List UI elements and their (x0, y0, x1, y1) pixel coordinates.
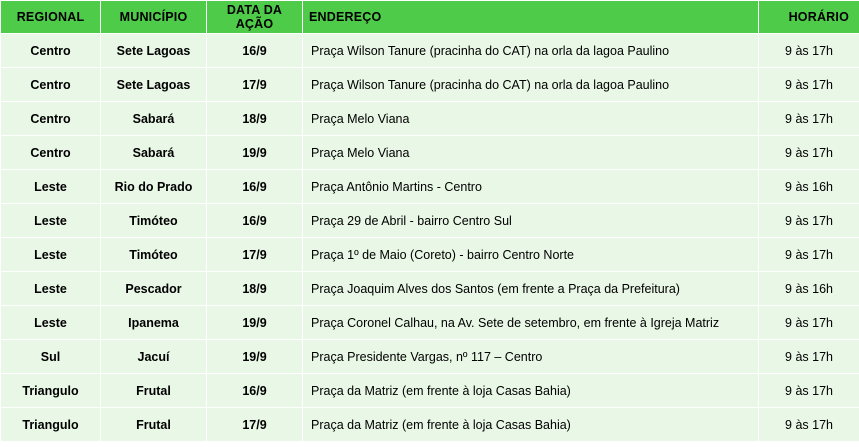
cell-data-acao: 17/9 (207, 68, 303, 102)
cell-data-acao: 17/9 (207, 238, 303, 272)
cell-data-acao: 17/9 (207, 408, 303, 442)
cell-endereco: Praça Joaquim Alves dos Santos (em frente a Praça da Prefeitura) (303, 272, 759, 306)
cell-municipio: Sabará (101, 102, 207, 136)
cell-data-acao: 18/9 (207, 102, 303, 136)
cell-horario: 9 às 17h (759, 136, 859, 170)
cell-municipio: Ipanema (101, 306, 207, 340)
cell-regional: Centro (1, 68, 101, 102)
cell-regional: Centro (1, 102, 101, 136)
cell-horario: 9 às 17h (759, 306, 859, 340)
cell-regional: Sul (1, 340, 101, 374)
column-header-regional: REGIONAL (1, 1, 101, 34)
cell-endereco: Praça Antônio Martins - Centro (303, 170, 759, 204)
table-row (1, 374, 859, 408)
table-row (1, 340, 859, 374)
cell-municipio: Sete Lagoas (101, 34, 207, 68)
cell-regional: Centro (1, 34, 101, 68)
cell-horario: 9 às 16h (759, 170, 859, 204)
table-row (1, 102, 859, 136)
cell-regional: Centro (1, 136, 101, 170)
cell-horario: 9 às 17h (759, 340, 859, 374)
cell-endereco: Praça Wilson Tanure (pracinha do CAT) na orla da lagoa Paulino (303, 34, 759, 68)
table-row (1, 238, 859, 272)
cell-municipio: Pescador (101, 272, 207, 306)
cell-municipio: Timóteo (101, 238, 207, 272)
cell-endereco: Praça Presidente Vargas, nº 117 – Centro (303, 340, 759, 374)
cell-municipio: Sete Lagoas (101, 68, 207, 102)
column-header-data-acao: DATA DA AÇÃO (207, 1, 303, 34)
table-row (1, 68, 859, 102)
cell-horario: 9 às 17h (759, 374, 859, 408)
cell-endereco: Praça da Matriz (em frente à loja Casas Bahia) (303, 374, 759, 408)
cell-endereco: Praça Melo Viana (303, 136, 759, 170)
cell-regional: Leste (1, 204, 101, 238)
cell-data-acao: 16/9 (207, 34, 303, 68)
table-row (1, 408, 859, 442)
cell-endereco: Praça da Matriz (em frente à loja Casas Bahia) (303, 408, 759, 442)
cell-horario: 9 às 17h (759, 102, 859, 136)
cell-horario: 9 às 17h (759, 238, 859, 272)
cell-horario: 9 às 17h (759, 34, 859, 68)
cell-data-acao: 19/9 (207, 136, 303, 170)
cell-horario: 9 às 17h (759, 408, 859, 442)
cell-data-acao: 18/9 (207, 272, 303, 306)
cell-regional: Leste (1, 272, 101, 306)
cell-municipio: Sabará (101, 136, 207, 170)
cell-horario: 9 às 16h (759, 272, 859, 306)
cell-regional: Leste (1, 170, 101, 204)
cell-endereco: Praça 29 de Abril - bairro Centro Sul (303, 204, 759, 238)
cell-data-acao: 16/9 (207, 170, 303, 204)
cell-regional: Triangulo (1, 408, 101, 442)
cell-horario: 9 às 17h (759, 68, 859, 102)
cell-municipio: Frutal (101, 408, 207, 442)
cell-municipio: Timóteo (101, 204, 207, 238)
table-row (1, 34, 859, 68)
cell-regional: Triangulo (1, 374, 101, 408)
cell-municipio: Rio do Prado (101, 170, 207, 204)
cell-municipio: Jacuí (101, 340, 207, 374)
cell-horario: 9 às 17h (759, 204, 859, 238)
column-header-municipio: MUNICÍPIO (101, 1, 207, 34)
cell-endereco: Praça Melo Viana (303, 102, 759, 136)
table-row (1, 306, 859, 340)
cell-endereco: Praça Wilson Tanure (pracinha do CAT) na orla da lagoa Paulino (303, 68, 759, 102)
cell-regional: Leste (1, 306, 101, 340)
cell-municipio: Frutal (101, 374, 207, 408)
table-row (1, 272, 859, 306)
table-header (1, 1, 859, 34)
cell-data-acao: 16/9 (207, 374, 303, 408)
cell-data-acao: 19/9 (207, 340, 303, 374)
table-body (1, 34, 859, 442)
cell-endereco: Praça 1º de Maio (Coreto) - bairro Centro Norte (303, 238, 759, 272)
cell-endereco: Praça Coronel Calhau, na Av. Sete de setembro, em frente à Igreja Matriz (303, 306, 759, 340)
table-row (1, 170, 859, 204)
column-header-endereco: ENDEREÇO (303, 1, 759, 34)
table-row (1, 136, 859, 170)
cell-regional: Leste (1, 238, 101, 272)
header-row (1, 1, 859, 34)
cell-data-acao: 19/9 (207, 306, 303, 340)
column-header-horario: HORÁRIO (759, 1, 859, 34)
table-row (1, 204, 859, 238)
cell-data-acao: 16/9 (207, 204, 303, 238)
